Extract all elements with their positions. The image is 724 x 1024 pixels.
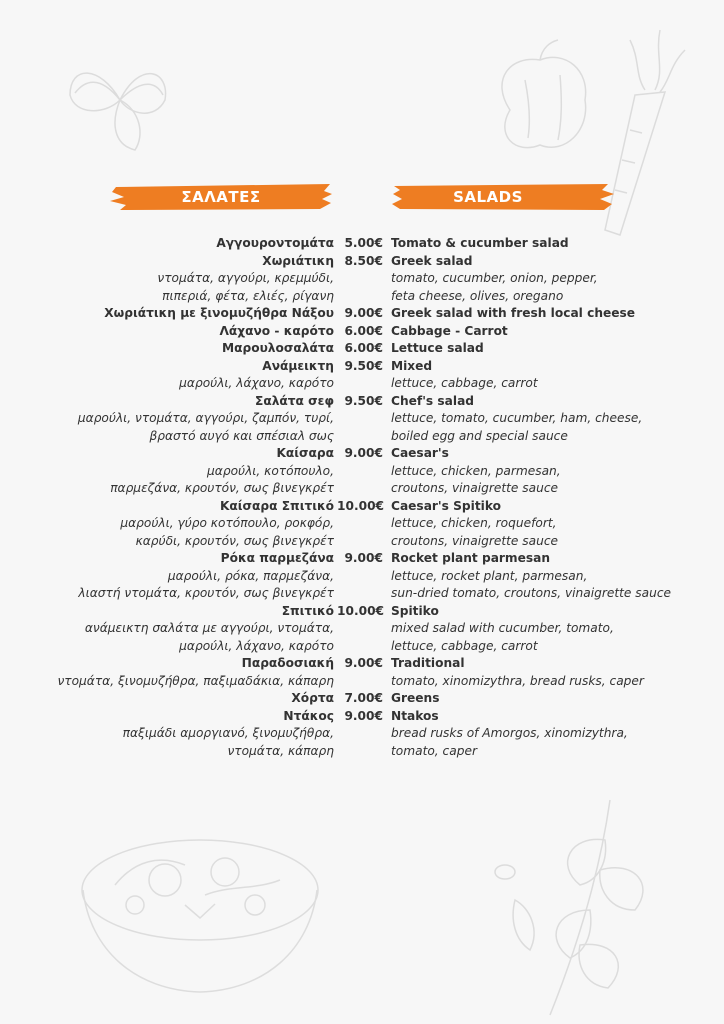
greek-dish-name: Σαλάτα σεφ [255,393,334,408]
greek-dish-description: παρμεζάνα, κρουτόν, σως βινεγκρέτ [110,481,334,495]
greek-dish-name: Χόρτα [291,691,334,705]
english-dish-name: Greek salad with fresh local cheese [391,306,636,320]
salad-menu-list [0,235,724,760]
menu-item-row [0,445,724,463]
leaves-illustration [490,790,690,1020]
greek-dish-description: μαρούλι, ντομάτα, αγγούρι, ζαμπόν, τυρί, [77,411,334,425]
english-dish-description: croutons, vinaigrette sauce [391,481,559,495]
menu-description-row [0,375,724,393]
english-dish-description: tomato, caper [391,743,477,758]
greek-dish-name: Παραδοσιακή [241,656,334,670]
english-dish-description: sun-dried tomato, croutons, vinaigrette sauce [391,586,672,600]
english-dish-name: Mixed [391,358,433,373]
greek-dish-name: Χωριάτικη [262,253,334,268]
dish-price: 10.00€ [337,498,385,513]
english-dish-description: lettuce, chicken, roquefort, [391,516,557,530]
greek-dish-description: μαρούλι, λάχανο, καρότο [179,376,334,390]
salad-bowl-illustration [75,800,325,1000]
greek-dish-name: Λάχανο - καρότο [219,323,334,338]
dish-price: 9.00€ [344,446,383,460]
greek-dish-description: ντομάτα, κάπαρη [227,743,334,758]
greek-dish-description: βραστό αυγό και σπέσιαλ σως [149,428,334,443]
greek-section-banner [110,182,332,212]
menu-description-row [0,725,724,743]
menu-description-row [0,568,724,586]
greek-dish-name: Ντάκος [283,708,334,723]
menu-description-row [0,515,724,533]
menu-description-row [0,620,724,638]
menu-description-row [0,673,724,691]
menu-description-row [0,428,724,446]
menu-item-row [0,340,724,358]
dish-price: 5.00€ [344,236,383,250]
dish-price: 6.00€ [344,323,383,338]
menu-description-row [0,463,724,481]
menu-item-row [0,655,724,673]
menu-item-row [0,253,724,271]
greek-dish-name: Μαρουλοσαλάτα [221,341,334,355]
dish-price: 9.00€ [344,708,383,723]
menu-item-row [0,603,724,621]
english-dish-name: Caesar's [391,446,449,460]
dish-price: 9.50€ [344,358,383,373]
menu-item-row [0,305,724,323]
menu-item-row [0,358,724,376]
menu-description-row [0,288,724,306]
english-dish-description: feta cheese, olives, oregano [391,288,564,303]
english-dish-name: Traditional [391,656,465,670]
dish-price: 9.00€ [344,656,383,670]
greek-dish-name: Καίσαρα Σπιτικό [219,498,334,513]
menu-description-row [0,743,724,761]
greek-dish-description: μαρούλι, λάχανο, καρότο [179,638,334,653]
pepper-carrot-illustration [470,20,710,250]
menu-description-row [0,533,724,551]
menu-description-row [0,270,724,288]
english-dish-description: mixed salad with cucumber, tomato, [391,621,614,635]
menu-item-row [0,690,724,708]
menu-item-row [0,550,724,568]
english-dish-name: Chef's salad [391,393,475,408]
dish-price: 9.00€ [344,306,383,320]
greek-dish-description: μαρούλι, κοτόπουλο, [207,463,334,478]
english-dish-name: Greens [391,691,440,705]
english-dish-name: Rocket plant parmesan [391,551,551,565]
english-section-title: SALADS [453,188,523,206]
greek-dish-name: Ανάμεικτη [262,358,334,373]
dish-price: 9.00€ [344,551,383,565]
english-dish-name: Tomato & cucumber salad [391,236,569,250]
english-dish-description: lettuce, cabbage, carrot [391,638,538,653]
greek-dish-description: μαρούλι, ρόκα, παρμεζάνα, [167,568,334,583]
dish-price: 6.00€ [344,341,383,355]
english-dish-description: lettuce, cabbage, carrot [391,376,538,390]
greek-dish-description: ντομάτα, ξινομυζήθρα, παξιμαδάκια, κάπαρη [57,673,334,688]
menu-item-row [0,235,724,253]
english-section-banner [392,182,614,212]
english-dish-name: Cabbage - Carrot [391,323,508,338]
menu-item-row [0,393,724,411]
english-dish-name: Spitiko [391,603,439,618]
english-dish-description: tomato, xinomizythra, bread rusks, caper [391,673,644,688]
english-dish-name: Ntakos [391,708,439,723]
dish-price: 7.00€ [344,691,383,705]
menu-description-row [0,410,724,428]
greek-dish-description: ντομάτα, αγγούρι, κρεμμύδι, [157,271,334,285]
greek-dish-name: Καίσαρα [276,446,334,460]
dish-price: 9.50€ [344,393,383,408]
greek-dish-description: ανάμεικτη σαλάτα με αγγούρι, ντομάτα, [84,621,334,635]
english-dish-description: boiled egg and special sauce [391,428,568,443]
menu-description-row [0,585,724,603]
dish-price: 8.50€ [344,253,383,268]
english-dish-description: croutons, vinaigrette sauce [391,533,559,548]
greek-dish-name: Χωριάτικη με ξινομυζήθρα Νάξου [104,306,334,320]
english-dish-name: Greek salad [391,253,473,268]
english-dish-name: Lettuce salad [391,341,484,355]
english-dish-description: bread rusks of Amorgos, xinomizythra, [391,726,628,740]
menu-item-row [0,498,724,516]
greek-dish-description: λιαστή ντομάτα, κρουτόν, σως βινεγκρέτ [78,586,334,600]
english-dish-description: lettuce, tomato, cucumber, ham, cheese, [391,411,643,425]
basil-leaves-illustration [60,45,180,155]
greek-dish-description: μαρούλι, γύρο κοτόπουλο, ροκφόρ, [120,516,334,530]
greek-dish-description: παξιμάδι αμοργιανό, ξινομυζήθρα, [122,726,334,740]
greek-dish-description: καρύδι, κρουτόν, σως βινεγκρέτ [135,533,334,548]
greek-dish-description: πιπεριά, φέτα, ελιές, ρίγανη [162,288,334,303]
greek-section-title: ΣΑΛΑΤΕΣ [181,188,261,206]
english-dish-description: lettuce, rocket plant, parmesan, [391,568,588,583]
dish-price: 10.00€ [337,603,385,618]
english-dish-description: lettuce, chicken, parmesan, [391,463,561,478]
greek-dish-name: Αγγουροντομάτα [216,236,334,250]
greek-dish-name: Σπιτικό [281,603,334,618]
menu-item-row [0,323,724,341]
english-dish-name: Caesar's Spitiko [391,498,501,513]
menu-description-row [0,638,724,656]
greek-dish-name: Ρόκα παρμεζάνα [220,551,334,565]
menu-description-row [0,480,724,498]
menu-item-row [0,708,724,726]
english-dish-description: tomato, cucumber, onion, pepper, [391,271,598,285]
